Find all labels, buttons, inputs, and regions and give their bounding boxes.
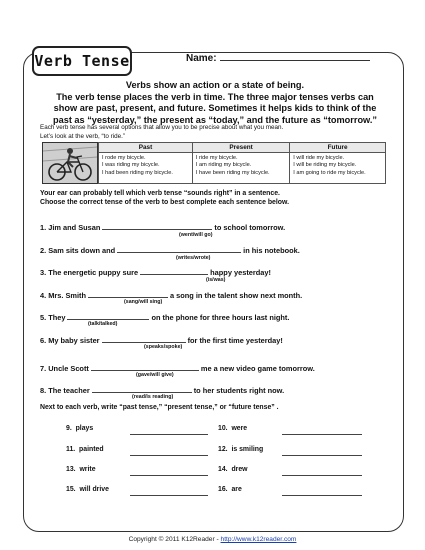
- hint-4: (sang/will sing): [124, 299, 163, 305]
- answer-line[interactable]: [282, 455, 362, 456]
- item-16: [218, 486, 242, 493]
- instruction-line-1: Your ear can probably tell which verb tense “sounds right” in a sentence.: [40, 190, 280, 197]
- item-verb: drew: [231, 466, 248, 473]
- name-blank[interactable]: [220, 50, 370, 61]
- question-text: 1. Jim and Susan: [40, 223, 101, 232]
- answer-line[interactable]: [282, 434, 362, 435]
- present-example-2: I am riding my bicycle.: [195, 162, 252, 169]
- footer-link[interactable]: http://www.k12reader.com: [220, 536, 297, 543]
- present-example-1: I ride my bicycle.: [195, 155, 238, 161]
- copyright-text: Copyright © 2011 K12Reader -: [128, 536, 221, 543]
- part2-instruction: Next to each verb, write “past tense,” “present tense,” or “future tense” .: [40, 404, 279, 411]
- item-13: [66, 466, 96, 473]
- header-present: Present: [192, 143, 289, 153]
- item-14: [218, 466, 248, 473]
- past-example-1: I rode my bicycle.: [102, 155, 146, 161]
- question-text: to school tomorrow.: [214, 223, 286, 232]
- verb-tense-table: [98, 142, 386, 184]
- present-cell: [192, 153, 289, 184]
- item-number: 12.: [218, 446, 228, 453]
- item-verb: are: [231, 486, 242, 493]
- item-number: 14.: [218, 466, 228, 473]
- item-verb: plays: [75, 425, 94, 432]
- answer-blank[interactable]: [102, 221, 212, 230]
- item-15: [66, 486, 109, 493]
- future-cell: [290, 153, 386, 184]
- question-text: 5. They: [40, 313, 66, 322]
- item-verb: is smiling: [231, 446, 264, 453]
- answer-line[interactable]: [282, 475, 362, 476]
- intro-line-2: The verb tense places the verb in time. The three major tenses verbs can: [56, 91, 374, 102]
- past-cell: [99, 153, 193, 184]
- hint-3: (is/was): [206, 277, 226, 283]
- question-text: for the first time yesterday!: [187, 336, 283, 345]
- question-4: [40, 289, 302, 300]
- hint-5: (talk/talked): [88, 321, 118, 327]
- header-past: Past: [99, 143, 193, 153]
- instructions: [40, 189, 390, 207]
- item-11: [66, 446, 104, 453]
- answer-blank[interactable]: [91, 362, 199, 371]
- answer-blank[interactable]: [102, 334, 186, 343]
- answer-blank[interactable]: [92, 384, 192, 393]
- intro-line-1: Verbs show an action or a state of being.: [125, 80, 305, 90]
- hint-1: (went/will go): [179, 232, 213, 238]
- item-number: 9.: [66, 425, 72, 432]
- answer-line[interactable]: [282, 495, 362, 496]
- item-number: 15.: [66, 486, 76, 493]
- name-row: [186, 50, 370, 64]
- bicycle-icon: [43, 143, 97, 183]
- name-label: Name:: [186, 53, 217, 64]
- answer-blank[interactable]: [140, 266, 208, 275]
- hint-7: (gave/will give): [136, 372, 174, 378]
- answer-blank[interactable]: [88, 289, 168, 298]
- page-title: Verb Tense: [34, 52, 130, 70]
- header-future: Future: [290, 143, 386, 153]
- question-text: happy yesterday!: [210, 268, 271, 277]
- bicycle-illustration: [42, 142, 98, 184]
- item-verb: painted: [79, 446, 104, 453]
- hint-8: (read/is reading): [132, 394, 174, 400]
- question-text: on the phone for three hours last night.: [151, 313, 290, 322]
- question-text: 2. Sam sits down and: [40, 246, 116, 255]
- intro-text: [40, 80, 390, 126]
- item-number: 13.: [66, 466, 76, 473]
- answer-line[interactable]: [130, 495, 208, 496]
- question-text: to her students right now.: [193, 386, 285, 395]
- hint-6: (speaks/spoke): [144, 344, 183, 350]
- item-number: 16.: [218, 486, 228, 493]
- question-text: 8. The teacher: [40, 386, 90, 395]
- question-text: a song in the talent show next month.: [170, 291, 303, 300]
- question-text: in his notebook.: [243, 246, 300, 255]
- future-example-3: I am going to ride my bicycle.: [293, 169, 366, 176]
- future-example-1: I will ride my bicycle.: [293, 155, 345, 161]
- future-example-2: I will be riding my bicycle.: [293, 162, 357, 169]
- answer-blank[interactable]: [67, 311, 149, 320]
- question-text: 7. Uncle Scott: [40, 364, 89, 373]
- instruction-line-2: Choose the correct tense of the verb to best complete each sentence below.: [40, 199, 290, 206]
- item-number: 11.: [66, 446, 76, 453]
- item-number: 10.: [218, 425, 228, 432]
- question-text: me a new video game tomorrow.: [200, 364, 315, 373]
- footer: [0, 536, 425, 543]
- desc-line-1: Each verb tense has several options that allow you to be precise about what you mean.: [40, 124, 284, 131]
- item-10: [218, 425, 247, 432]
- question-text: 4. Mrs. Smith: [40, 291, 86, 300]
- item-verb: will drive: [79, 486, 109, 493]
- item-verb: write: [79, 466, 96, 473]
- intro-line-4: past as “yesterday,” the present as “today,” and the future as “tomorrow.”: [52, 114, 378, 125]
- item-12: [218, 446, 263, 453]
- answer-line[interactable]: [130, 475, 208, 476]
- past-example-3: I had been riding my bicycle.: [102, 169, 173, 176]
- question-7: [40, 362, 315, 373]
- question-text: 3. The energetic puppy sure: [40, 268, 139, 277]
- past-example-2: I was riding my bicycle.: [102, 162, 160, 169]
- intro-line-3: show are past, present, and future. Sometimes it helps kids to think of the: [53, 103, 377, 113]
- answer-line[interactable]: [130, 455, 208, 456]
- present-example-3: I have been riding my bicycle.: [195, 169, 270, 176]
- item-verb: were: [231, 425, 248, 432]
- description: [40, 124, 390, 141]
- question-1: [40, 221, 285, 232]
- question-text: 6. My baby sister: [40, 336, 100, 345]
- question-2: [40, 244, 300, 255]
- question-3: [40, 266, 271, 277]
- answer-blank[interactable]: [117, 244, 241, 253]
- answer-line[interactable]: [130, 434, 208, 435]
- question-5: [40, 311, 289, 322]
- item-9: [66, 425, 93, 432]
- desc-line-2: Let’s look at the verb, “to ride.”: [40, 132, 125, 140]
- hint-2: (writes/wrote): [176, 255, 211, 261]
- title-box: [32, 46, 132, 76]
